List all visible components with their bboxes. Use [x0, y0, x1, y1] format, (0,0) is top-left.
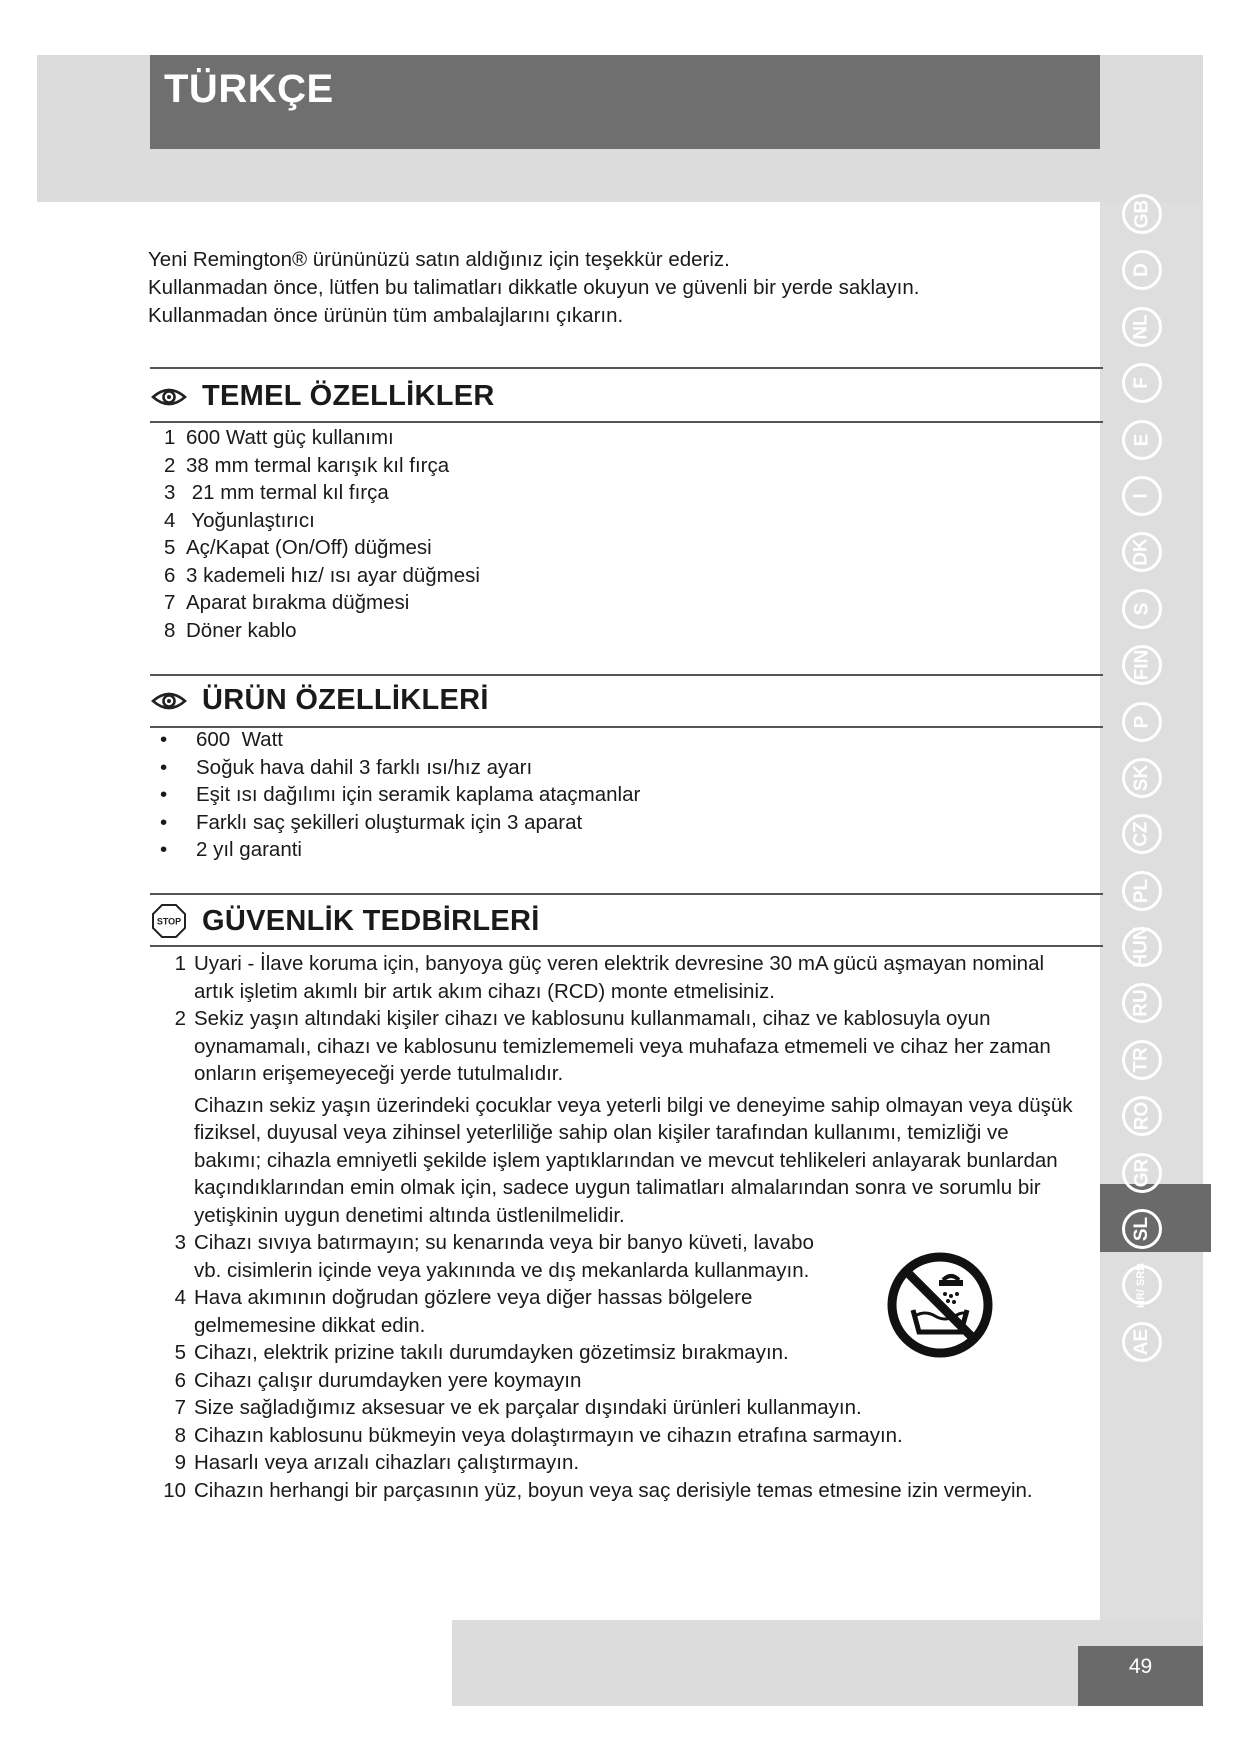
- language-tab[interactable]: [1114, 355, 1170, 411]
- bullet: •: [160, 838, 168, 861]
- item-text: 600 Watt güç kullanımı: [186, 426, 394, 449]
- language-tab-circle: [1122, 758, 1162, 798]
- language-tab[interactable]: [1114, 581, 1170, 637]
- list-item: 7 Size sağladığımız aksesuar ve ek parçalar dışındaki ürünleri kullanmayın.: [174, 1396, 862, 1419]
- list-item: 3 Cihazı sıvıya batırmayın; su kenarında veya bir banyo küveti, lavabo vb. cisimlerin içinde veya yakınında ve dış mekanlarda kullanmayın.: [174, 1231, 814, 1282]
- list-item: 9 Hasarlı veya arızalı cihazları çalıştırmayın.: [174, 1451, 580, 1474]
- language-code: P: [1131, 715, 1152, 728]
- language-tab-circle: [1122, 1322, 1162, 1362]
- language-tab[interactable]: [1114, 412, 1170, 468]
- product-title: ÜRÜN ÖZELLİKLERİ: [202, 684, 489, 716]
- list-item: 10 Cihazın herhangi bir parçasının yüz, boyun veya saç derisiyle temas etmesine izin vermeyin.: [163, 1478, 1033, 1502]
- language-tab-circle: [1122, 1040, 1162, 1080]
- language-code: SL: [1131, 1216, 1152, 1242]
- safety-heading: [150, 903, 540, 939]
- list-item: [160, 781, 1080, 809]
- section-rule: [150, 893, 1103, 895]
- language-tab-circle: [1122, 1262, 1162, 1309]
- language-code: SK: [1131, 764, 1152, 792]
- language-tab-circle: [1122, 532, 1162, 572]
- language-code: TR: [1130, 1047, 1152, 1073]
- language-tab-circle: [1122, 307, 1162, 347]
- intro-text: [148, 246, 1068, 330]
- item-number: 6: [164, 563, 176, 587]
- features-title: TEMEL ÖZELLİKLER: [202, 380, 495, 412]
- list-item: [160, 809, 1080, 837]
- list-item: 6 Cihazı çalışır durumdayken yere koymayın: [174, 1368, 582, 1392]
- item-number: 7: [164, 591, 176, 614]
- language-tab[interactable]: [1114, 863, 1170, 919]
- list-item: 8 Cihazın kablosunu bükmeyin veya dolaştırmayın ve cihazın etrafına sarmayın.: [174, 1423, 903, 1447]
- language-tab-circle: [1122, 194, 1162, 234]
- item-text: Eşit ısı dağılımı için seramik kaplama ataçmanlar: [196, 783, 641, 806]
- language-tab[interactable]: [1114, 1088, 1170, 1144]
- language-tab[interactable]: [1114, 919, 1170, 975]
- language-code: E: [1131, 433, 1152, 446]
- language-tab[interactable]: [1114, 1257, 1170, 1313]
- language-tab-circle: [1122, 363, 1162, 403]
- stop-icon: [150, 903, 188, 939]
- item-text: 600 Watt: [196, 728, 283, 751]
- eye-icon: [150, 386, 188, 408]
- list-item: [164, 507, 1084, 535]
- language-tab[interactable]: [1114, 242, 1170, 298]
- language-code: F: [1130, 377, 1152, 389]
- section-rule: [150, 421, 1103, 423]
- item-text: Aç/Kapat (On/Off) düğmesi: [186, 536, 432, 559]
- page-title: TÜRKÇE: [164, 67, 334, 111]
- language-tab-circle: [1122, 927, 1162, 967]
- language-tab[interactable]: [1114, 1145, 1170, 1201]
- page-number-box: [1078, 1646, 1203, 1706]
- language-tab-circle: [1122, 1209, 1162, 1249]
- bullet: •: [160, 783, 168, 806]
- svg-text:STOP: STOP: [156, 916, 182, 927]
- item-text: Farklı saç şekilleri oluşturmak için 3 aparat: [196, 810, 583, 834]
- language-code: HR/ SRB: [1135, 1262, 1148, 1309]
- list-item: [160, 836, 1080, 864]
- language-tab[interactable]: [1114, 1201, 1170, 1257]
- item-number: 3: [164, 481, 176, 504]
- list-item: 5 Cihazı, elektrik prizine takılı durumdayken gözetimsiz bırakmayın.: [174, 1341, 789, 1364]
- language-code: FIN: [1130, 649, 1152, 681]
- list-item: [160, 726, 1080, 754]
- product-heading: [150, 684, 489, 717]
- list-item: 4 Hava akımının doğrudan gözlere veya diğer hassas bölgelere gelmemesine dikkat edin.: [174, 1286, 753, 1337]
- language-tab[interactable]: [1114, 637, 1170, 693]
- list-item: [164, 452, 1084, 480]
- language-tab-circle: [1122, 702, 1162, 742]
- bullet: •: [160, 755, 168, 779]
- safety-list: [150, 950, 1080, 1504]
- list-item: 2 Sekiz yaşın altındaki kişiler cihazı ve kablosunu kullanmamalı, cihaz ve kablosuyla oyun oynamamalı, cihazı ve kablosunu temizlememeli veya muhafaza etmemeli ve cihaz her zaman onların erişemeyeceği yerde tutulmalıdır.: [174, 1007, 1051, 1085]
- section-rule: [150, 674, 1103, 676]
- language-tab[interactable]: [1114, 299, 1170, 355]
- language-code: I: [1131, 493, 1152, 499]
- language-code: PL: [1131, 878, 1152, 903]
- language-code: HUN: [1131, 926, 1153, 968]
- item-text: Aparat bırakma düğmesi: [186, 591, 410, 614]
- item-number: 8: [164, 618, 176, 642]
- language-tab-circle: [1122, 871, 1162, 911]
- language-code: NL: [1130, 314, 1152, 340]
- language-tab[interactable]: [1114, 524, 1170, 580]
- page-number: 49: [1128, 1655, 1153, 1678]
- item-text: 2 yıl garanti: [196, 838, 302, 861]
- language-tab[interactable]: [1114, 694, 1170, 750]
- language-code: GB: [1131, 199, 1152, 229]
- language-tab-circle: [1122, 1096, 1162, 1136]
- item-text: Yoğunlaştırıcı: [186, 508, 315, 532]
- language-tab[interactable]: [1114, 806, 1170, 862]
- bullet: •: [160, 810, 168, 834]
- list-item: [164, 479, 1084, 507]
- list-item: [164, 562, 1084, 590]
- language-code: D: [1130, 263, 1152, 278]
- language-code: S: [1131, 602, 1152, 616]
- item-number: 2: [164, 453, 176, 477]
- item-text: Soğuk hava dahil 3 farklı ısı/hız ayarı: [196, 755, 533, 779]
- language-tab[interactable]: [1114, 975, 1170, 1031]
- bullet: •: [160, 728, 168, 751]
- language-tab-circle: [1122, 1153, 1162, 1193]
- language-tab-circle: [1122, 814, 1162, 854]
- eye-icon: [150, 690, 188, 712]
- language-code: CZ: [1130, 821, 1152, 847]
- language-tab[interactable]: [1114, 1314, 1170, 1370]
- product-list: [160, 726, 1080, 864]
- section-rule: [150, 367, 1103, 369]
- language-tab-circle: [1122, 983, 1162, 1023]
- list-item: Cihazın sekiz yaşın üzerindeki çocuklar veya yeterli bilgi ve deneyime sahip olmayan veya düşük fiziksel, duyusal veya zihinsel yeterliliğe sahip olan kişiler tarafından kullanımı, temizliği ve bakımı; cihazla emniyetli şekilde işlem yaptıklarından ve mevcut tehlikeleri anlayarak bunlardan kaçındıklarından emin olmak için, sadece uygun talimatları almalarından sonra ve sorumlu bir yetişkinin uygun denetimi altında üstlenilmelidir.: [194, 1093, 1073, 1227]
- safety-title: GÜVENLİK TEDBİRLERİ: [202, 904, 540, 937]
- language-tab[interactable]: [1114, 468, 1170, 524]
- no-water-bath-icon: [885, 1250, 995, 1360]
- intro-line: Kullanmadan önce ürünün tüm ambalajlarını çıkarın.: [148, 304, 624, 327]
- list-item: [164, 617, 1084, 645]
- language-tab-circle: [1122, 645, 1162, 685]
- language-tab-circle: [1122, 476, 1162, 516]
- language-tab[interactable]: [1114, 1032, 1170, 1088]
- item-number: 4: [164, 508, 176, 532]
- item-text: 38 mm termal karışık kıl fırça: [186, 453, 450, 477]
- language-tab[interactable]: [1114, 186, 1170, 242]
- item-text: 3 kademeli hız/ ısı ayar düğmesi: [186, 563, 480, 587]
- features-heading: [150, 380, 495, 413]
- list-item: [164, 589, 1084, 617]
- list-item: [160, 754, 1080, 782]
- language-code: RO: [1131, 1102, 1152, 1131]
- item-text: 21 mm termal kıl fırça: [186, 481, 389, 504]
- intro-line: Yeni Remington® ürününüzü satın aldığınız için teşekkür ederiz.: [148, 248, 730, 271]
- item-number: 5: [164, 536, 176, 559]
- title-box: [150, 55, 1100, 149]
- features-list: [164, 424, 1084, 644]
- language-code: DK: [1130, 538, 1152, 567]
- language-code: GR: [1131, 1158, 1152, 1187]
- list-item: [164, 424, 1084, 452]
- language-tab-circle: [1122, 420, 1162, 460]
- language-code: RU: [1130, 989, 1152, 1018]
- list-item: [164, 534, 1084, 562]
- language-tabs: [1114, 186, 1170, 1370]
- language-code: AE: [1131, 1328, 1152, 1356]
- language-tab-circle: [1122, 250, 1162, 290]
- item-text: Döner kablo: [186, 618, 297, 642]
- language-tab[interactable]: [1114, 750, 1170, 806]
- item-number: 1: [164, 426, 176, 449]
- list-item: 1 Uyari - İlave koruma için, banyoya güç veren elektrik devresine 30 mA gücü aşmayan nominal artık işletim akımlı bir artık akım cihazı (RCD) monte etmelisiniz.: [174, 952, 1045, 1003]
- section-rule: [150, 945, 1103, 947]
- intro-line: Kullanmadan önce, lütfen bu talimatları dikkatle okuyun ve güvenli bir yerde saklayın.: [148, 276, 920, 299]
- language-tab-circle: [1122, 589, 1162, 629]
